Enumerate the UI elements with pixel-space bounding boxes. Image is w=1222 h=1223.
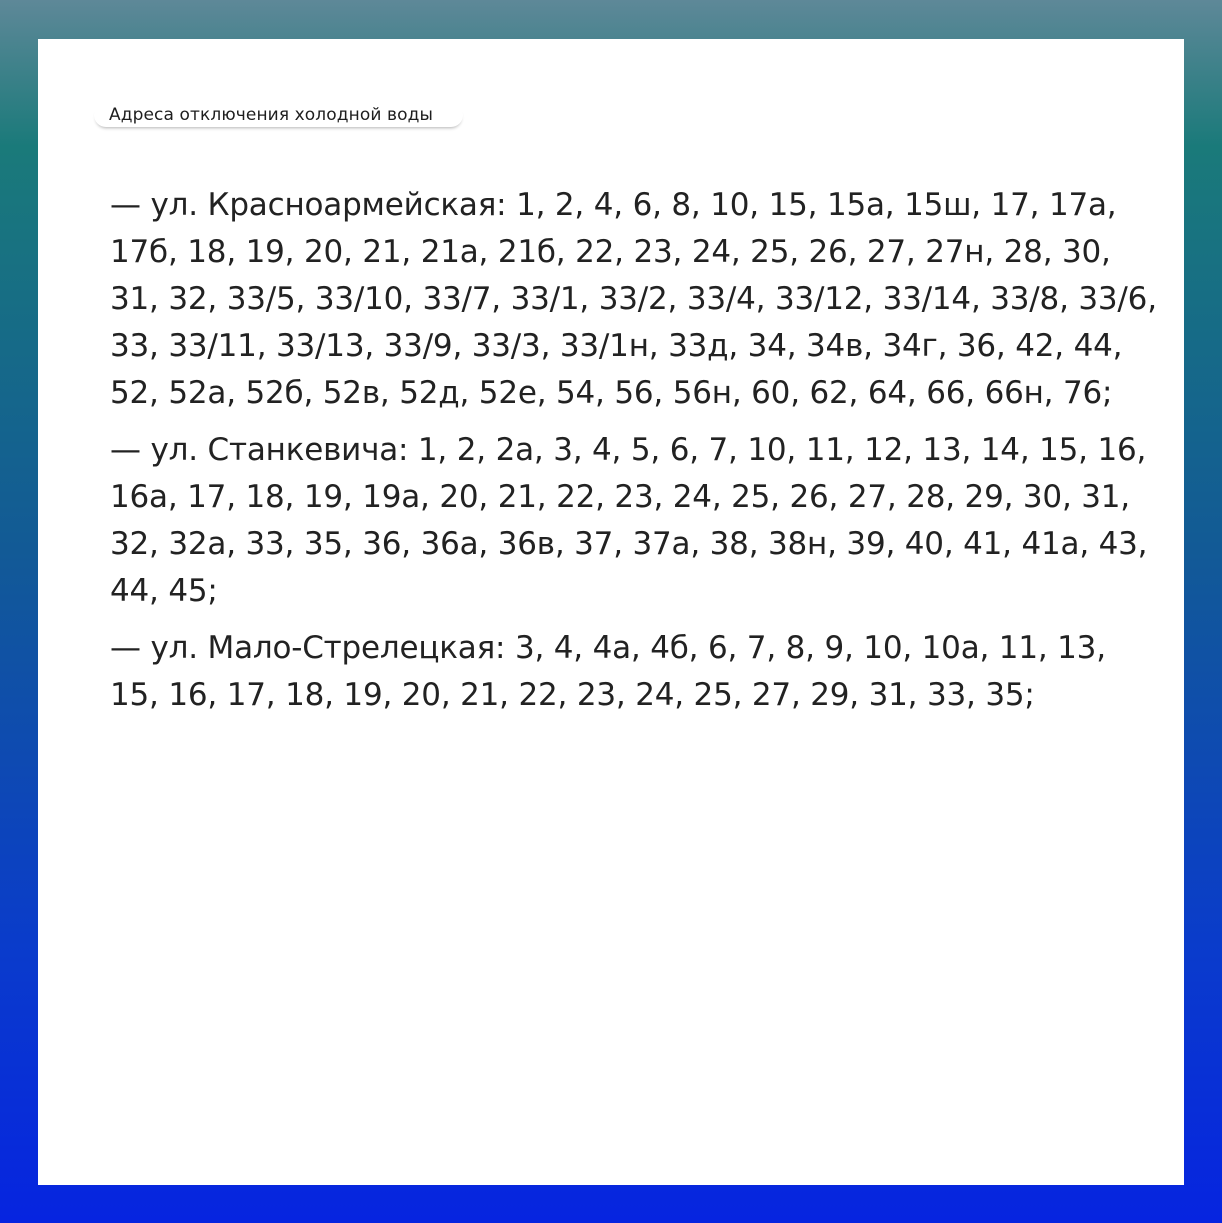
address-list [110, 182, 1160, 729]
street-entry-krasnoarmeyskaya: — ул. Красноармейская: 1, 2, 4, 6, 8, 10, 15, 15а, 15ш, 17, 17а, 17б, 18, 19, 20, 21, 21а, 21б, 22, 23, 24, 25, 26, 27, 27н, 28, 30, 31, 32, 33/5, 33/10, 33/7, 33/1, 33/2, 33/4, 33/12, 33/14, 33/8, 33/6, 33, 33/11, 33/13, 33/9, 33/3, 33/1н, 33д, 34, 34в, 34г, 36, 42, 44, 52, 52а, 52б, 52в, 52д, 52е, 54, 56, 56н, 60, 62, 64, 66, 66н, 76; [110, 187, 1157, 411]
section-tag: Адреса отключения холодной воды [94, 103, 463, 127]
street-entry-malo-streletskaya: — ул. Мало-Стрелецкая: 3, 4, 4а, 4б, 6, 7, 8, 9, 10, 10а, 11, 13, 15, 16, 17, 18, 19, 20, 21, 22, 23, 24, 25, 27, 29, 31, 33, 35; [110, 630, 1106, 713]
content-card [38, 39, 1184, 1185]
street-entry-stankevicha: — ул. Станкевича: 1, 2, 2а, 3, 4, 5, 6, 7, 10, 11, 12, 13, 14, 15, 16, 16а, 17, 18, 19, 19а, 20, 21, 22, 23, 24, 25, 26, 27, 28, 29, 30, 31, 32, 32а, 33, 35, 36, 36а, 36в, 37, 37а, 38, 38н, 39, 40, 41, 41а, 43, 44, 45; [110, 432, 1148, 609]
